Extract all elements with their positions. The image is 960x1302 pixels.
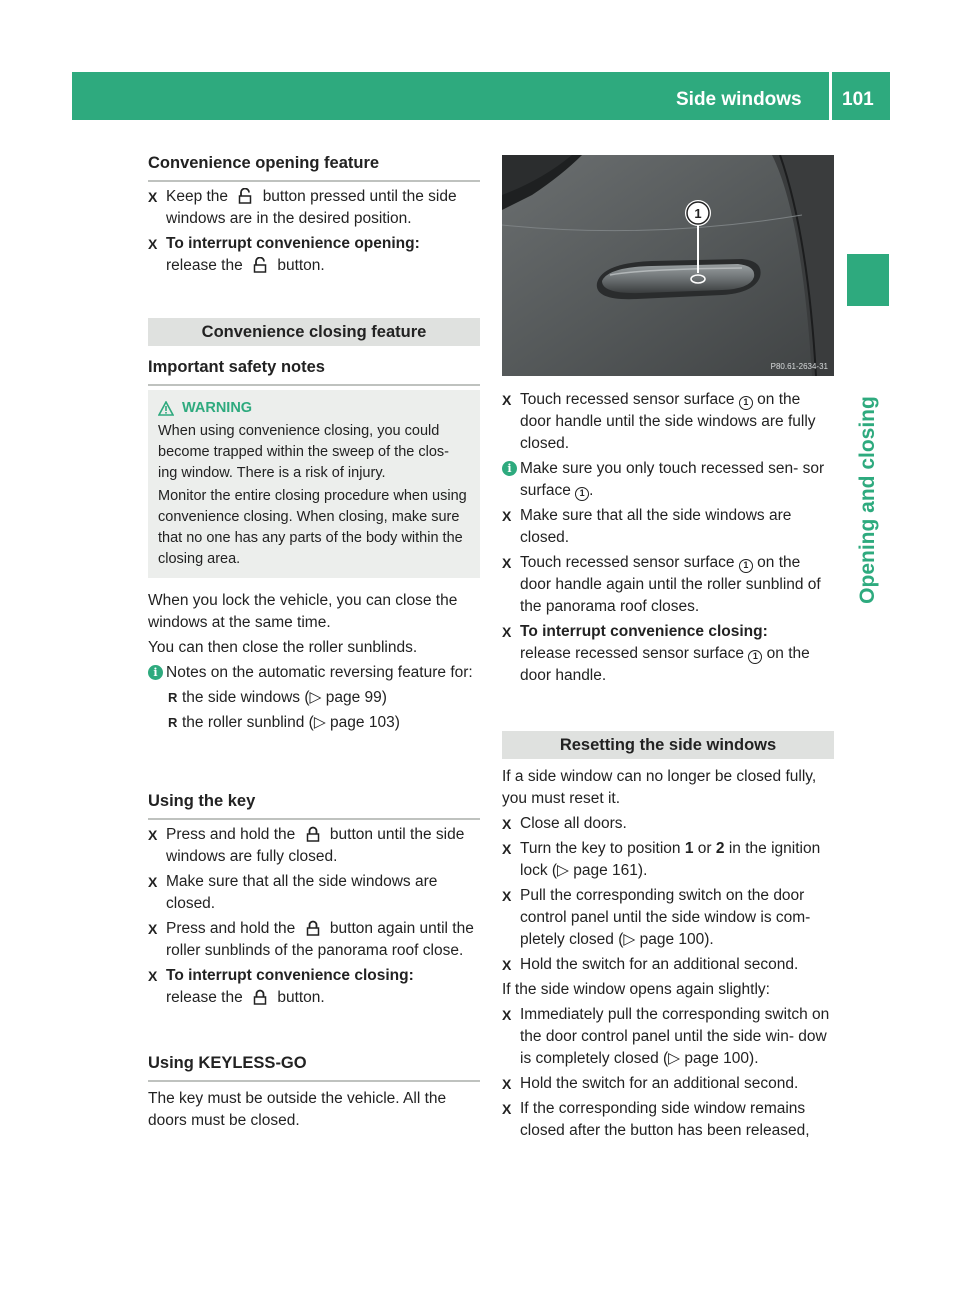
- lock-icon: [306, 920, 320, 936]
- lock-icon: [253, 989, 267, 1005]
- step-press-hold-lock: X Press and hold the button until the side windows are fully closed.: [148, 824, 480, 868]
- step-turn-key: X Turn the key to position 1 or 2 in the ignition lock (▷ page 161).: [502, 838, 834, 882]
- heading-using-key: Using the key: [148, 790, 480, 820]
- info-note-reversing: i Notes on the automatic reversing feature for:: [148, 662, 480, 684]
- step-interrupt-closing: X To interrupt convenience closing: release the button.: [148, 965, 480, 1009]
- step-pull-switch: X Pull the corresponding switch on the door control panel until the side window is com- pletely closed (▷ page 100).: [502, 885, 834, 951]
- section-title: Side windows: [676, 89, 802, 110]
- callout-1: 1: [739, 559, 753, 573]
- step-press-hold-again: X Press and hold the button again until the roller sunblinds of the panorama roof close.: [148, 918, 480, 962]
- heading-convenience-opening: Convenience opening feature: [148, 152, 480, 182]
- band-resetting-windows: Resetting the side windows: [502, 731, 834, 759]
- header-divider: [829, 72, 832, 120]
- step-check-windows: X Make sure that all the side windows are closed.: [502, 505, 834, 549]
- chapter-label: Opening and closing: [856, 396, 879, 604]
- warning-box: [148, 390, 480, 578]
- step-close-doors: X Close all doors.: [502, 813, 834, 835]
- callout-1: 1: [739, 396, 753, 410]
- paragraph-opens-again: If the side window opens again slightly:: [502, 981, 770, 998]
- list-item[interactable]: R the roller sunblind (▷ page 103): [148, 712, 480, 734]
- door-handle-illustration: [502, 155, 834, 376]
- warning-triangle-icon: [158, 401, 174, 416]
- step-interrupt-opening: X To interrupt convenience opening: release the button.: [148, 233, 480, 277]
- step-hold-switch-again: X Hold the switch for an additional second.: [502, 1073, 834, 1095]
- paragraph-lock-close: When you lock the vehicle, you can close the windows at the same time.: [148, 592, 458, 631]
- page-number: 101: [842, 89, 874, 110]
- callout-1: 1: [575, 487, 589, 501]
- lock-icon: [306, 826, 320, 842]
- photo-caption: P80.61-2634-31: [770, 362, 828, 371]
- step-window-remains-closed: X If the corresponding side window remains closed after the button has been released,: [502, 1098, 834, 1142]
- paragraph-keyless: The key must be outside the vehicle. All the doors must be closed.: [148, 1090, 447, 1129]
- paragraph-reset: If a side window can no longer be closed fully, you must reset it.: [502, 768, 817, 807]
- warning-text-1: When using convenience closing, you could become trapped within the sweep of the clos- ing window. There is a risk of injury.: [158, 423, 449, 481]
- unlock-icon: [253, 257, 267, 273]
- callout-1: 1: [748, 650, 762, 664]
- step-touch-sensor: X Touch recessed sensor surface 1 on the door handle until the side windows are fully closed.: [502, 389, 834, 455]
- step-pull-switch-again: X Immediately pull the corresponding switch on the door control panel until the side win- dow is completely closed (▷ page 100).: [502, 1004, 834, 1070]
- heading-safety-notes: Important safety notes: [148, 356, 480, 386]
- step-keep-pressed: X Keep the button pressed until the side windows are in the desired position.: [148, 186, 480, 230]
- door-handle-photo: [502, 155, 834, 376]
- info-icon: i: [502, 461, 517, 476]
- heading-keyless-go: Using KEYLESS-GO: [148, 1052, 480, 1082]
- photo-callout: 1: [694, 206, 702, 221]
- band-convenience-closing: Convenience closing feature: [148, 318, 480, 346]
- step-check-windows: X Make sure that all the side windows are closed.: [148, 871, 480, 915]
- step-hold-switch: X Hold the switch for an additional second.: [502, 954, 834, 976]
- step-touch-sensor-again: X Touch recessed sensor surface 1 on the door handle again until the roller sunblind of the panorama roof closes.: [502, 552, 834, 618]
- info-icon: i: [148, 665, 163, 680]
- step-interrupt-closing: X To interrupt convenience closing: release recessed sensor surface 1 on the door handle.: [502, 621, 834, 687]
- list-item[interactable]: R the side windows (▷ page 99): [148, 687, 480, 709]
- warning-text-2: Monitor the entire closing procedure when using convenience closing. When closing, make sure that no one has any parts of the body within the closing area.: [158, 488, 467, 567]
- paragraph-sunblinds: You can then close the roller sunblinds.: [148, 639, 418, 656]
- warning-header: WARNING: [158, 398, 470, 419]
- info-note-sensor: i Make sure you only touch recessed sen- sor surface 1 .: [502, 458, 834, 502]
- chapter-tab-marker: [847, 254, 889, 306]
- unlock-icon: [238, 188, 252, 204]
